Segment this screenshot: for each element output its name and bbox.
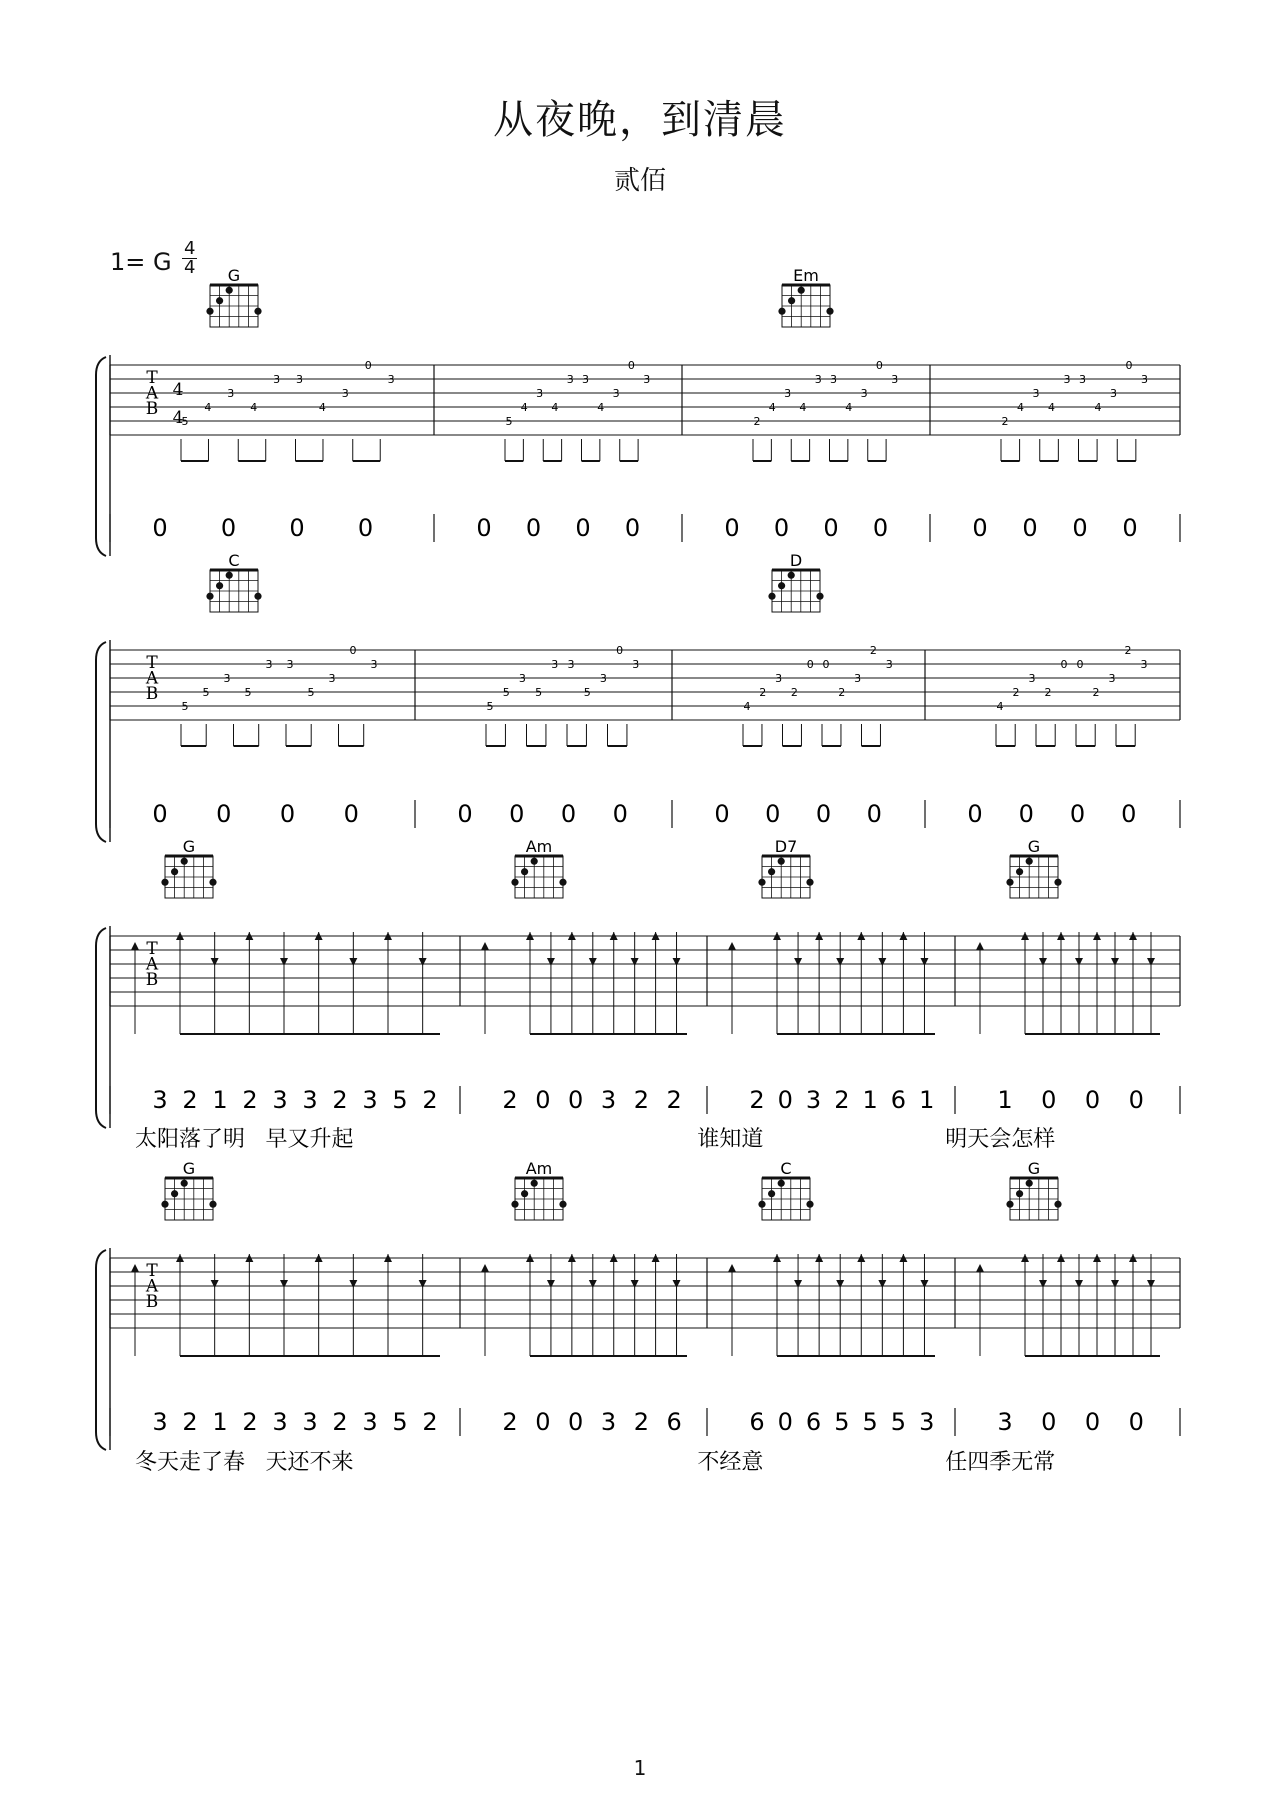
chord-dot bbox=[816, 593, 823, 600]
notation-digit: 3 bbox=[919, 1408, 935, 1436]
strum-arrow-down bbox=[280, 1280, 288, 1288]
strum-arrow-down bbox=[794, 1280, 802, 1288]
notation-digit: 0 bbox=[457, 800, 473, 828]
tab-fret-number: 3 bbox=[775, 672, 783, 685]
chord-name: G bbox=[1027, 1159, 1041, 1178]
notation-digit: 1 bbox=[997, 1086, 1013, 1114]
notation-digit: 0 bbox=[777, 1408, 793, 1436]
tab-fret-number: 4 bbox=[520, 401, 528, 414]
tab-fret-number: 5 bbox=[181, 415, 189, 428]
tab-fret-number: 2 bbox=[1124, 644, 1132, 657]
tab-letter: T bbox=[146, 368, 158, 388]
notation-digit: 0 bbox=[1128, 1086, 1144, 1114]
strum-arrow-down bbox=[419, 1280, 427, 1288]
strum-arrow-down bbox=[878, 958, 886, 966]
strum-arrow-down bbox=[280, 958, 288, 966]
notation-digit: 6 bbox=[805, 1408, 822, 1436]
notation-digit: 2 bbox=[633, 1086, 649, 1114]
tab-fret-number: 3 bbox=[599, 672, 607, 685]
tab-fret-number: 4 bbox=[743, 700, 751, 713]
notation-digit: 3 bbox=[272, 1086, 288, 1114]
strum-arrow-down bbox=[547, 1280, 555, 1288]
chord-dot bbox=[161, 879, 168, 886]
tab-letter: A bbox=[145, 954, 159, 975]
chord-dot bbox=[521, 868, 528, 875]
notation-digit: 0 bbox=[866, 800, 882, 828]
tab-fret-number: 0 bbox=[1060, 658, 1068, 671]
tab-letter: B bbox=[145, 398, 159, 419]
notation-digit: 0 bbox=[815, 800, 832, 828]
notation-digit: 0 bbox=[1084, 1408, 1101, 1436]
tab-fret-number: 3 bbox=[536, 387, 544, 400]
notation-digit: 0 bbox=[967, 800, 983, 828]
strum-arrow-down bbox=[673, 958, 681, 966]
tab-fret-number: 3 bbox=[1032, 387, 1040, 400]
chord-dot bbox=[826, 308, 833, 315]
strum-arrow-down bbox=[631, 958, 639, 966]
tab-fret-number: 3 bbox=[1079, 373, 1086, 386]
tab-fret-number: 3 bbox=[643, 373, 651, 386]
tab-fret-number: 3 bbox=[1141, 373, 1148, 386]
tab-fret-number: 0 bbox=[364, 359, 372, 372]
tab-fret-number: 3 bbox=[854, 672, 862, 685]
chord-dot bbox=[511, 879, 518, 886]
strum-arrow-down bbox=[920, 958, 928, 966]
tab-fret-number: 4 bbox=[1048, 401, 1055, 414]
tab-fret-number: 3 bbox=[286, 658, 294, 671]
notation-digit: 0 bbox=[357, 514, 374, 542]
notation-digit: 5 bbox=[862, 1408, 878, 1436]
strum-arrow-down bbox=[1039, 1280, 1047, 1288]
tab-fret-number: 0 bbox=[1125, 359, 1133, 372]
notation-digit: 0 bbox=[525, 514, 542, 542]
notation-digit: 2 bbox=[332, 1086, 348, 1114]
tab-letter: A bbox=[145, 668, 159, 689]
chord-dot bbox=[778, 582, 785, 589]
lyric-phrase: 明天会怎样 bbox=[945, 1127, 1056, 1152]
notation-digit: 3 bbox=[805, 1086, 822, 1114]
chord-name: G bbox=[182, 837, 196, 856]
chord-name: D bbox=[789, 551, 803, 570]
chord-dot bbox=[806, 1201, 813, 1208]
notation-digit: 0 bbox=[765, 800, 781, 828]
tab-fret-number: 5 bbox=[486, 700, 494, 713]
strum-arrow-up bbox=[728, 942, 736, 950]
notation-digit: 0 bbox=[777, 1086, 793, 1114]
chord-dot bbox=[511, 1201, 518, 1208]
notation-digit: 2 bbox=[749, 1086, 765, 1114]
notation-digit: 0 bbox=[1018, 800, 1034, 828]
time-signature-bottom: 4 bbox=[184, 257, 196, 278]
notation-digit: 5 bbox=[392, 1408, 408, 1436]
tab-fret-number: 4 bbox=[250, 401, 258, 414]
tab-letter: B bbox=[145, 683, 159, 704]
notation-digit: 0 bbox=[535, 1086, 551, 1114]
tab-fret-number: 0 bbox=[616, 644, 624, 657]
notation-digit: 2 bbox=[422, 1408, 438, 1436]
chord-name: G bbox=[1027, 837, 1041, 856]
notation-digit: 0 bbox=[152, 514, 168, 542]
system-brace bbox=[96, 642, 106, 842]
strum-arrow-down bbox=[794, 958, 802, 966]
tab-fret-number: 5 bbox=[502, 686, 510, 699]
chord-dot bbox=[798, 287, 805, 294]
tab-fret-number: 2 bbox=[1012, 686, 1020, 699]
tab-fret-number: 3 bbox=[273, 373, 281, 386]
chord-dot bbox=[559, 879, 566, 886]
time-signature-top: 4 bbox=[184, 238, 196, 259]
chord-dot bbox=[531, 1180, 538, 1187]
notation-digit: 0 bbox=[724, 514, 740, 542]
tab-fret-number: 3 bbox=[387, 373, 395, 386]
tab-fret-number: 5 bbox=[202, 686, 210, 699]
tab-letter: B bbox=[145, 1291, 159, 1312]
tab-time-top: 4 bbox=[172, 380, 184, 400]
chord-dot bbox=[1054, 879, 1061, 886]
notation-digit: 0 bbox=[568, 1408, 584, 1436]
tab-fret-number: 5 bbox=[535, 686, 543, 699]
notation-digit: 0 bbox=[1022, 514, 1038, 542]
notation-digit: 6 bbox=[749, 1408, 765, 1436]
strum-arrow-up bbox=[728, 1264, 736, 1272]
chord-name: G bbox=[182, 1159, 196, 1178]
tab-fret-number: 3 bbox=[814, 373, 822, 386]
chord-dot bbox=[181, 858, 188, 865]
notation-digit: 3 bbox=[362, 1086, 378, 1114]
tab-fret-number: 4 bbox=[799, 401, 807, 414]
song-title: 从夜晚，到清晨 bbox=[493, 97, 787, 143]
chord-dot bbox=[1026, 1180, 1033, 1187]
notation-digit: 3 bbox=[600, 1408, 617, 1436]
chord-dot bbox=[758, 1201, 765, 1208]
tab-fret-number: 0 bbox=[875, 359, 883, 372]
notation-digit: 0 bbox=[220, 514, 237, 542]
tab-fret-number: 5 bbox=[505, 415, 513, 428]
notation-digit: 0 bbox=[972, 514, 988, 542]
tab-fret-number: 0 bbox=[822, 658, 830, 671]
tab-fret-number: 3 bbox=[830, 373, 837, 386]
lyric-phrase: 早又升起 bbox=[265, 1127, 354, 1152]
tab-fret-number: 2 bbox=[1001, 415, 1009, 428]
chord-dot bbox=[209, 879, 216, 886]
strum-arrow-down bbox=[1075, 1280, 1083, 1288]
notation-digit: 3 bbox=[272, 1408, 288, 1436]
tab-fret-number: 0 bbox=[806, 658, 814, 671]
strum-arrow-down bbox=[349, 1280, 357, 1288]
tab-fret-number: 3 bbox=[1028, 672, 1036, 685]
notation-digit: 2 bbox=[834, 1086, 850, 1114]
notation-digit: 2 bbox=[182, 1408, 198, 1436]
chord-dot bbox=[206, 593, 213, 600]
chord-dot bbox=[559, 1201, 566, 1208]
strum-arrow-down bbox=[211, 1280, 219, 1288]
strum-arrow-down bbox=[211, 958, 219, 966]
notation-digit: 5 bbox=[890, 1408, 907, 1436]
tab-letter: A bbox=[145, 1276, 159, 1297]
chord-dot bbox=[226, 572, 233, 579]
strum-arrow-down bbox=[836, 1280, 844, 1288]
notation-digit: 2 bbox=[633, 1408, 649, 1436]
notation-digit: 1 bbox=[212, 1408, 228, 1436]
chord-dot bbox=[181, 1180, 188, 1187]
tab-fret-number: 2 bbox=[1092, 686, 1100, 699]
chord-dot bbox=[788, 572, 795, 579]
chord-name: C bbox=[228, 551, 240, 570]
chord-dot bbox=[171, 868, 178, 875]
lyric-phrase: 谁知道 bbox=[697, 1127, 764, 1152]
strum-arrow-up bbox=[481, 942, 489, 950]
chord-dot bbox=[1016, 868, 1023, 875]
lyric-phrase: 天还不来 bbox=[265, 1450, 354, 1475]
tab-fret-number: 3 bbox=[1108, 672, 1116, 685]
strum-arrow-down bbox=[631, 1280, 639, 1288]
tab-fret-number: 3 bbox=[370, 658, 378, 671]
system-brace bbox=[96, 928, 106, 1128]
tab-fret-number: 2 bbox=[838, 686, 846, 699]
tab-fret-number: 0 bbox=[349, 644, 357, 657]
artist-name: 贰佰 bbox=[613, 166, 666, 196]
system-brace bbox=[96, 1250, 106, 1450]
chord-dot bbox=[161, 1201, 168, 1208]
tab-fret-number: 4 bbox=[1094, 401, 1102, 414]
tab-fret-number: 2 bbox=[1044, 686, 1052, 699]
tab-fret-number: 3 bbox=[551, 658, 559, 671]
notation-digit: 6 bbox=[666, 1408, 682, 1436]
notation-digit: 0 bbox=[872, 514, 889, 542]
notation-digit: 0 bbox=[560, 800, 577, 828]
notation-digit: 3 bbox=[362, 1408, 378, 1436]
tab-letter: T bbox=[146, 939, 158, 959]
lyric-phrase: 不经意 bbox=[697, 1450, 764, 1475]
notation-digit: 0 bbox=[216, 800, 232, 828]
notation-digit: 0 bbox=[612, 800, 628, 828]
tab-fret-number: 5 bbox=[583, 686, 591, 699]
lyric-phrase: 太阳落了明 bbox=[135, 1127, 246, 1152]
system-brace bbox=[96, 357, 106, 556]
notation-digit: 0 bbox=[152, 800, 168, 828]
tab-fret-number: 3 bbox=[860, 387, 868, 400]
chord-dot bbox=[1026, 858, 1033, 865]
tab-fret-number: 2 bbox=[869, 644, 877, 657]
notation-digit: 0 bbox=[289, 514, 305, 542]
tab-letter: B bbox=[145, 969, 159, 990]
tab-fret-number: 4 bbox=[551, 401, 559, 414]
tab-letter: T bbox=[146, 653, 158, 673]
chord-dot bbox=[171, 1190, 178, 1197]
chord-dot bbox=[778, 308, 785, 315]
chord-dot bbox=[216, 582, 223, 589]
notation-digit: 3 bbox=[302, 1086, 318, 1114]
tab-fret-number: 4 bbox=[996, 700, 1004, 713]
tab-fret-number: 3 bbox=[518, 672, 526, 685]
page-number: 1 bbox=[633, 1756, 647, 1780]
notation-digit: 0 bbox=[714, 800, 730, 828]
notation-digit: 0 bbox=[476, 514, 492, 542]
tab-fret-number: 2 bbox=[759, 686, 767, 699]
chord-name: D7 bbox=[774, 837, 798, 856]
chord-dot bbox=[1006, 879, 1013, 886]
strum-arrow-down bbox=[1075, 958, 1083, 966]
notation-digit: 0 bbox=[823, 514, 839, 542]
tab-fret-number: 2 bbox=[753, 415, 761, 428]
chord-dot bbox=[226, 287, 233, 294]
strum-arrow-up bbox=[131, 942, 139, 950]
chord-dot bbox=[209, 1201, 216, 1208]
strum-arrow-down bbox=[1147, 1280, 1155, 1288]
chord-dot bbox=[758, 879, 765, 886]
notation-digit: 2 bbox=[502, 1086, 518, 1114]
tab-fret-number: 0 bbox=[627, 359, 635, 372]
lyric-phrase: 任四季无常 bbox=[945, 1450, 1056, 1475]
tab-fret-number: 3 bbox=[328, 672, 336, 685]
notation-digit: 0 bbox=[575, 514, 591, 542]
notation-digit: 3 bbox=[302, 1408, 318, 1436]
strum-arrow-down bbox=[349, 958, 357, 966]
notation-digit: 3 bbox=[997, 1408, 1013, 1436]
notation-digit: 1 bbox=[919, 1086, 935, 1114]
chord-dot bbox=[768, 593, 775, 600]
tab-fret-number: 0 bbox=[1076, 658, 1084, 671]
notation-digit: 0 bbox=[343, 800, 359, 828]
notation-digit: 2 bbox=[422, 1086, 438, 1114]
chord-name: Em bbox=[793, 266, 819, 285]
chord-dot bbox=[1054, 1201, 1061, 1208]
tab-fret-number: 4 bbox=[597, 401, 605, 414]
chord-dot bbox=[254, 308, 261, 315]
strum-arrow-down bbox=[1111, 958, 1119, 966]
chord-dot bbox=[254, 593, 261, 600]
notation-digit: 0 bbox=[279, 800, 296, 828]
notation-digit: 6 bbox=[890, 1086, 907, 1114]
strum-arrow-down bbox=[589, 1280, 597, 1288]
chord-name: C bbox=[780, 1159, 792, 1178]
chord-name: G bbox=[227, 266, 241, 285]
strum-arrow-down bbox=[589, 958, 597, 966]
chord-dot bbox=[806, 879, 813, 886]
chord-dot bbox=[788, 297, 795, 304]
lyric-phrase: 冬天走了春 bbox=[135, 1450, 246, 1475]
strum-arrow-down bbox=[836, 958, 844, 966]
tab-fret-number: 3 bbox=[885, 658, 893, 671]
strum-arrow-down bbox=[673, 1280, 681, 1288]
notation-digit: 0 bbox=[568, 1086, 584, 1114]
tab-fret-number: 3 bbox=[1110, 387, 1117, 400]
strum-arrow-up bbox=[481, 1264, 489, 1272]
tab-fret-number: 3 bbox=[1063, 373, 1071, 386]
tab-fret-number: 3 bbox=[265, 658, 273, 671]
tab-fret-number: 3 bbox=[227, 387, 235, 400]
tab-fret-number: 3 bbox=[296, 373, 303, 386]
strum-arrow-down bbox=[878, 1280, 886, 1288]
tab-letter: A bbox=[145, 383, 159, 404]
notation-digit: 2 bbox=[502, 1408, 518, 1436]
chord-dot bbox=[778, 858, 785, 865]
strum-arrow-down bbox=[1147, 958, 1155, 966]
tab-fret-number: 5 bbox=[244, 686, 252, 699]
strum-arrow-up bbox=[976, 942, 984, 950]
notation-digit: 2 bbox=[666, 1086, 682, 1114]
chord-name: Am bbox=[525, 1159, 553, 1178]
tab-fret-number: 4 bbox=[768, 401, 776, 414]
notation-digit: 0 bbox=[1121, 800, 1137, 828]
notation-digit: 2 bbox=[182, 1086, 198, 1114]
notation-digit: 0 bbox=[1072, 514, 1088, 542]
tab-fret-number: 4 bbox=[845, 401, 853, 414]
chord-dot bbox=[216, 297, 223, 304]
chord-dot bbox=[206, 308, 213, 315]
notation-digit: 3 bbox=[152, 1086, 168, 1114]
chord-dot bbox=[531, 858, 538, 865]
notation-digit: 1 bbox=[862, 1086, 878, 1114]
notation-digit: 5 bbox=[834, 1408, 850, 1436]
notation-digit: 0 bbox=[1041, 1408, 1057, 1436]
strum-arrow-down bbox=[419, 958, 427, 966]
notation-digit: 0 bbox=[509, 800, 525, 828]
notation-digit: 0 bbox=[1128, 1408, 1144, 1436]
chord-dot bbox=[778, 1180, 785, 1187]
tab-fret-number: 3 bbox=[223, 672, 231, 685]
tab-fret-number: 3 bbox=[891, 373, 899, 386]
notation-digit: 5 bbox=[392, 1086, 408, 1114]
notation-digit: 1 bbox=[212, 1086, 228, 1114]
notation-digit: 2 bbox=[332, 1408, 348, 1436]
notation-digit: 0 bbox=[773, 514, 790, 542]
notation-digit: 0 bbox=[1122, 514, 1138, 542]
strum-arrow-down bbox=[920, 1280, 928, 1288]
tab-fret-number: 3 bbox=[784, 387, 792, 400]
tab-letter: T bbox=[146, 1261, 158, 1281]
notation-digit: 0 bbox=[1041, 1086, 1057, 1114]
tab-time-bottom: 4 bbox=[172, 408, 184, 428]
tab-fret-number: 3 bbox=[1140, 658, 1148, 671]
tab-fret-number: 5 bbox=[181, 700, 189, 713]
notation-digit: 0 bbox=[1069, 800, 1086, 828]
tab-fret-number: 2 bbox=[790, 686, 798, 699]
tab-fret-number: 3 bbox=[566, 373, 574, 386]
strum-arrow-down bbox=[1111, 1280, 1119, 1288]
notation-digit: 0 bbox=[624, 514, 641, 542]
chord-name: Am bbox=[525, 837, 553, 856]
tab-fret-number: 4 bbox=[204, 401, 212, 414]
notation-digit: 2 bbox=[242, 1408, 258, 1436]
notation-digit: 0 bbox=[535, 1408, 551, 1436]
strum-arrow-down bbox=[547, 958, 555, 966]
tab-fret-number: 4 bbox=[318, 401, 326, 414]
tab-fret-number: 5 bbox=[307, 686, 315, 699]
tab-fret-number: 3 bbox=[612, 387, 620, 400]
strum-arrow-up bbox=[976, 1264, 984, 1272]
strum-arrow-up bbox=[131, 1264, 139, 1272]
tab-fret-number: 4 bbox=[1017, 401, 1024, 414]
notation-digit: 0 bbox=[1084, 1086, 1101, 1114]
chord-dot bbox=[768, 1190, 775, 1197]
chord-dot bbox=[521, 1190, 528, 1197]
chord-dot bbox=[1006, 1201, 1013, 1208]
notation-digit: 3 bbox=[152, 1408, 168, 1436]
tab-fret-number: 3 bbox=[632, 658, 640, 671]
key-signature: 1= G bbox=[110, 248, 172, 276]
tab-fret-number: 3 bbox=[341, 387, 349, 400]
chord-dot bbox=[1016, 1190, 1023, 1197]
tab-fret-number: 3 bbox=[582, 373, 589, 386]
notation-digit: 2 bbox=[242, 1086, 258, 1114]
tab-fret-number: 3 bbox=[567, 658, 575, 671]
strum-arrow-down bbox=[1039, 958, 1047, 966]
chord-dot bbox=[768, 868, 775, 875]
notation-digit: 3 bbox=[600, 1086, 617, 1114]
